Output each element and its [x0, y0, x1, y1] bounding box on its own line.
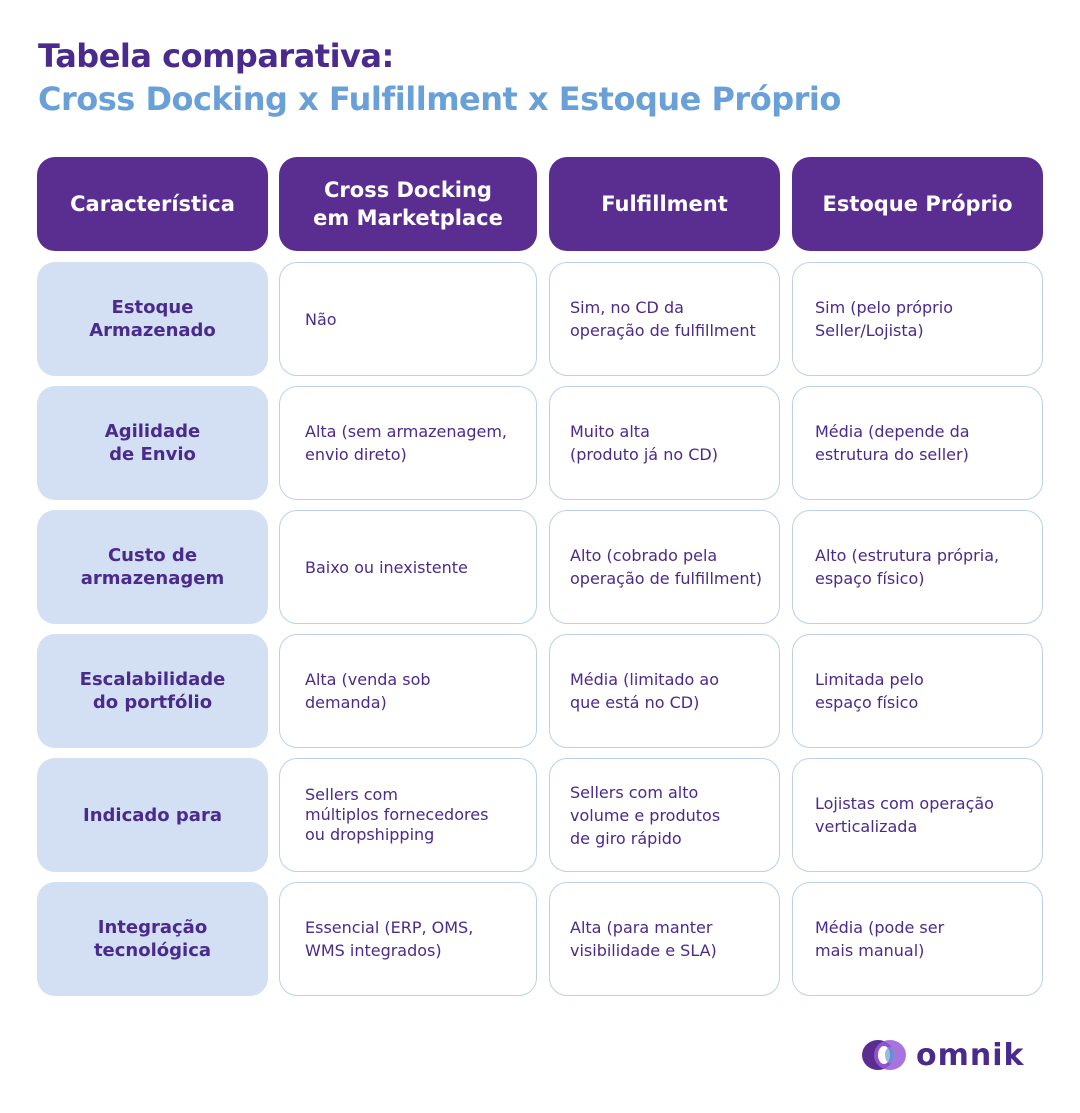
table-cell: Alto (estrutura própria, espaço físico)	[792, 510, 1043, 624]
omnik-logo-text: omnik	[916, 1037, 1025, 1073]
row-label-custo-de-armazenagem: Custo de armazenagem	[37, 510, 268, 624]
header-estoque-proprio: Estoque Próprio	[792, 157, 1043, 251]
table-cell: Alto (cobrado pela operação de fulfillment)	[549, 510, 780, 624]
table-cell: Média (pode ser mais manual)	[792, 882, 1043, 996]
table-cell: Média (depende da estrutura do seller)	[792, 386, 1043, 500]
row-label-indicado-para: Indicado para	[37, 758, 268, 872]
table-cell: Sim, no CD da operação de fulfillment	[549, 262, 780, 376]
row-label-integracao-tecnologica: Integração tecnológica	[37, 882, 268, 996]
row-label-estoque-armazenado: Estoque Armazenado	[37, 262, 268, 376]
row-label-escalabilidade: Escalabilidade do portfólio	[37, 634, 268, 748]
table-cell: Não	[279, 262, 537, 376]
table-cell: Alta (sem armazenagem, envio direto)	[279, 386, 537, 500]
table-cell: Muito alta (produto já no CD)	[549, 386, 780, 500]
header-cross-docking: Cross Docking em Marketplace	[279, 157, 537, 251]
header-fulfillment: Fulfillment	[549, 157, 780, 251]
page-title: Tabela comparativa:	[38, 37, 394, 75]
table-cell: Lojistas com operação verticalizada	[792, 758, 1043, 872]
table-cell: Baixo ou inexistente	[279, 510, 537, 624]
table-cell: Alta (venda sob demanda)	[279, 634, 537, 748]
table-cell: Limitada pelo espaço físico	[792, 634, 1043, 748]
omnik-logo	[860, 1036, 1024, 1074]
page-subtitle: Cross Docking x Fulfillment x Estoque Próprio	[38, 80, 841, 118]
table-cell: Alta (para manter visibilidade e SLA)	[549, 882, 780, 996]
table-cell: Sellers com múltiplos fornecedores ou dropshipping	[279, 758, 537, 872]
header-caracteristica: Característica	[37, 157, 268, 251]
table-cell: Média (limitado ao que está no CD)	[549, 634, 780, 748]
table-cell: Sellers com alto volume e produtos de giro rápido	[549, 758, 780, 872]
omnik-logo-icon	[860, 1037, 908, 1073]
table-cell: Essencial (ERP, OMS, WMS integrados)	[279, 882, 537, 996]
table-cell: Sim (pelo próprio Seller/Lojista)	[792, 262, 1043, 376]
row-label-agilidade-de-envio: Agilidade de Envio	[37, 386, 268, 500]
